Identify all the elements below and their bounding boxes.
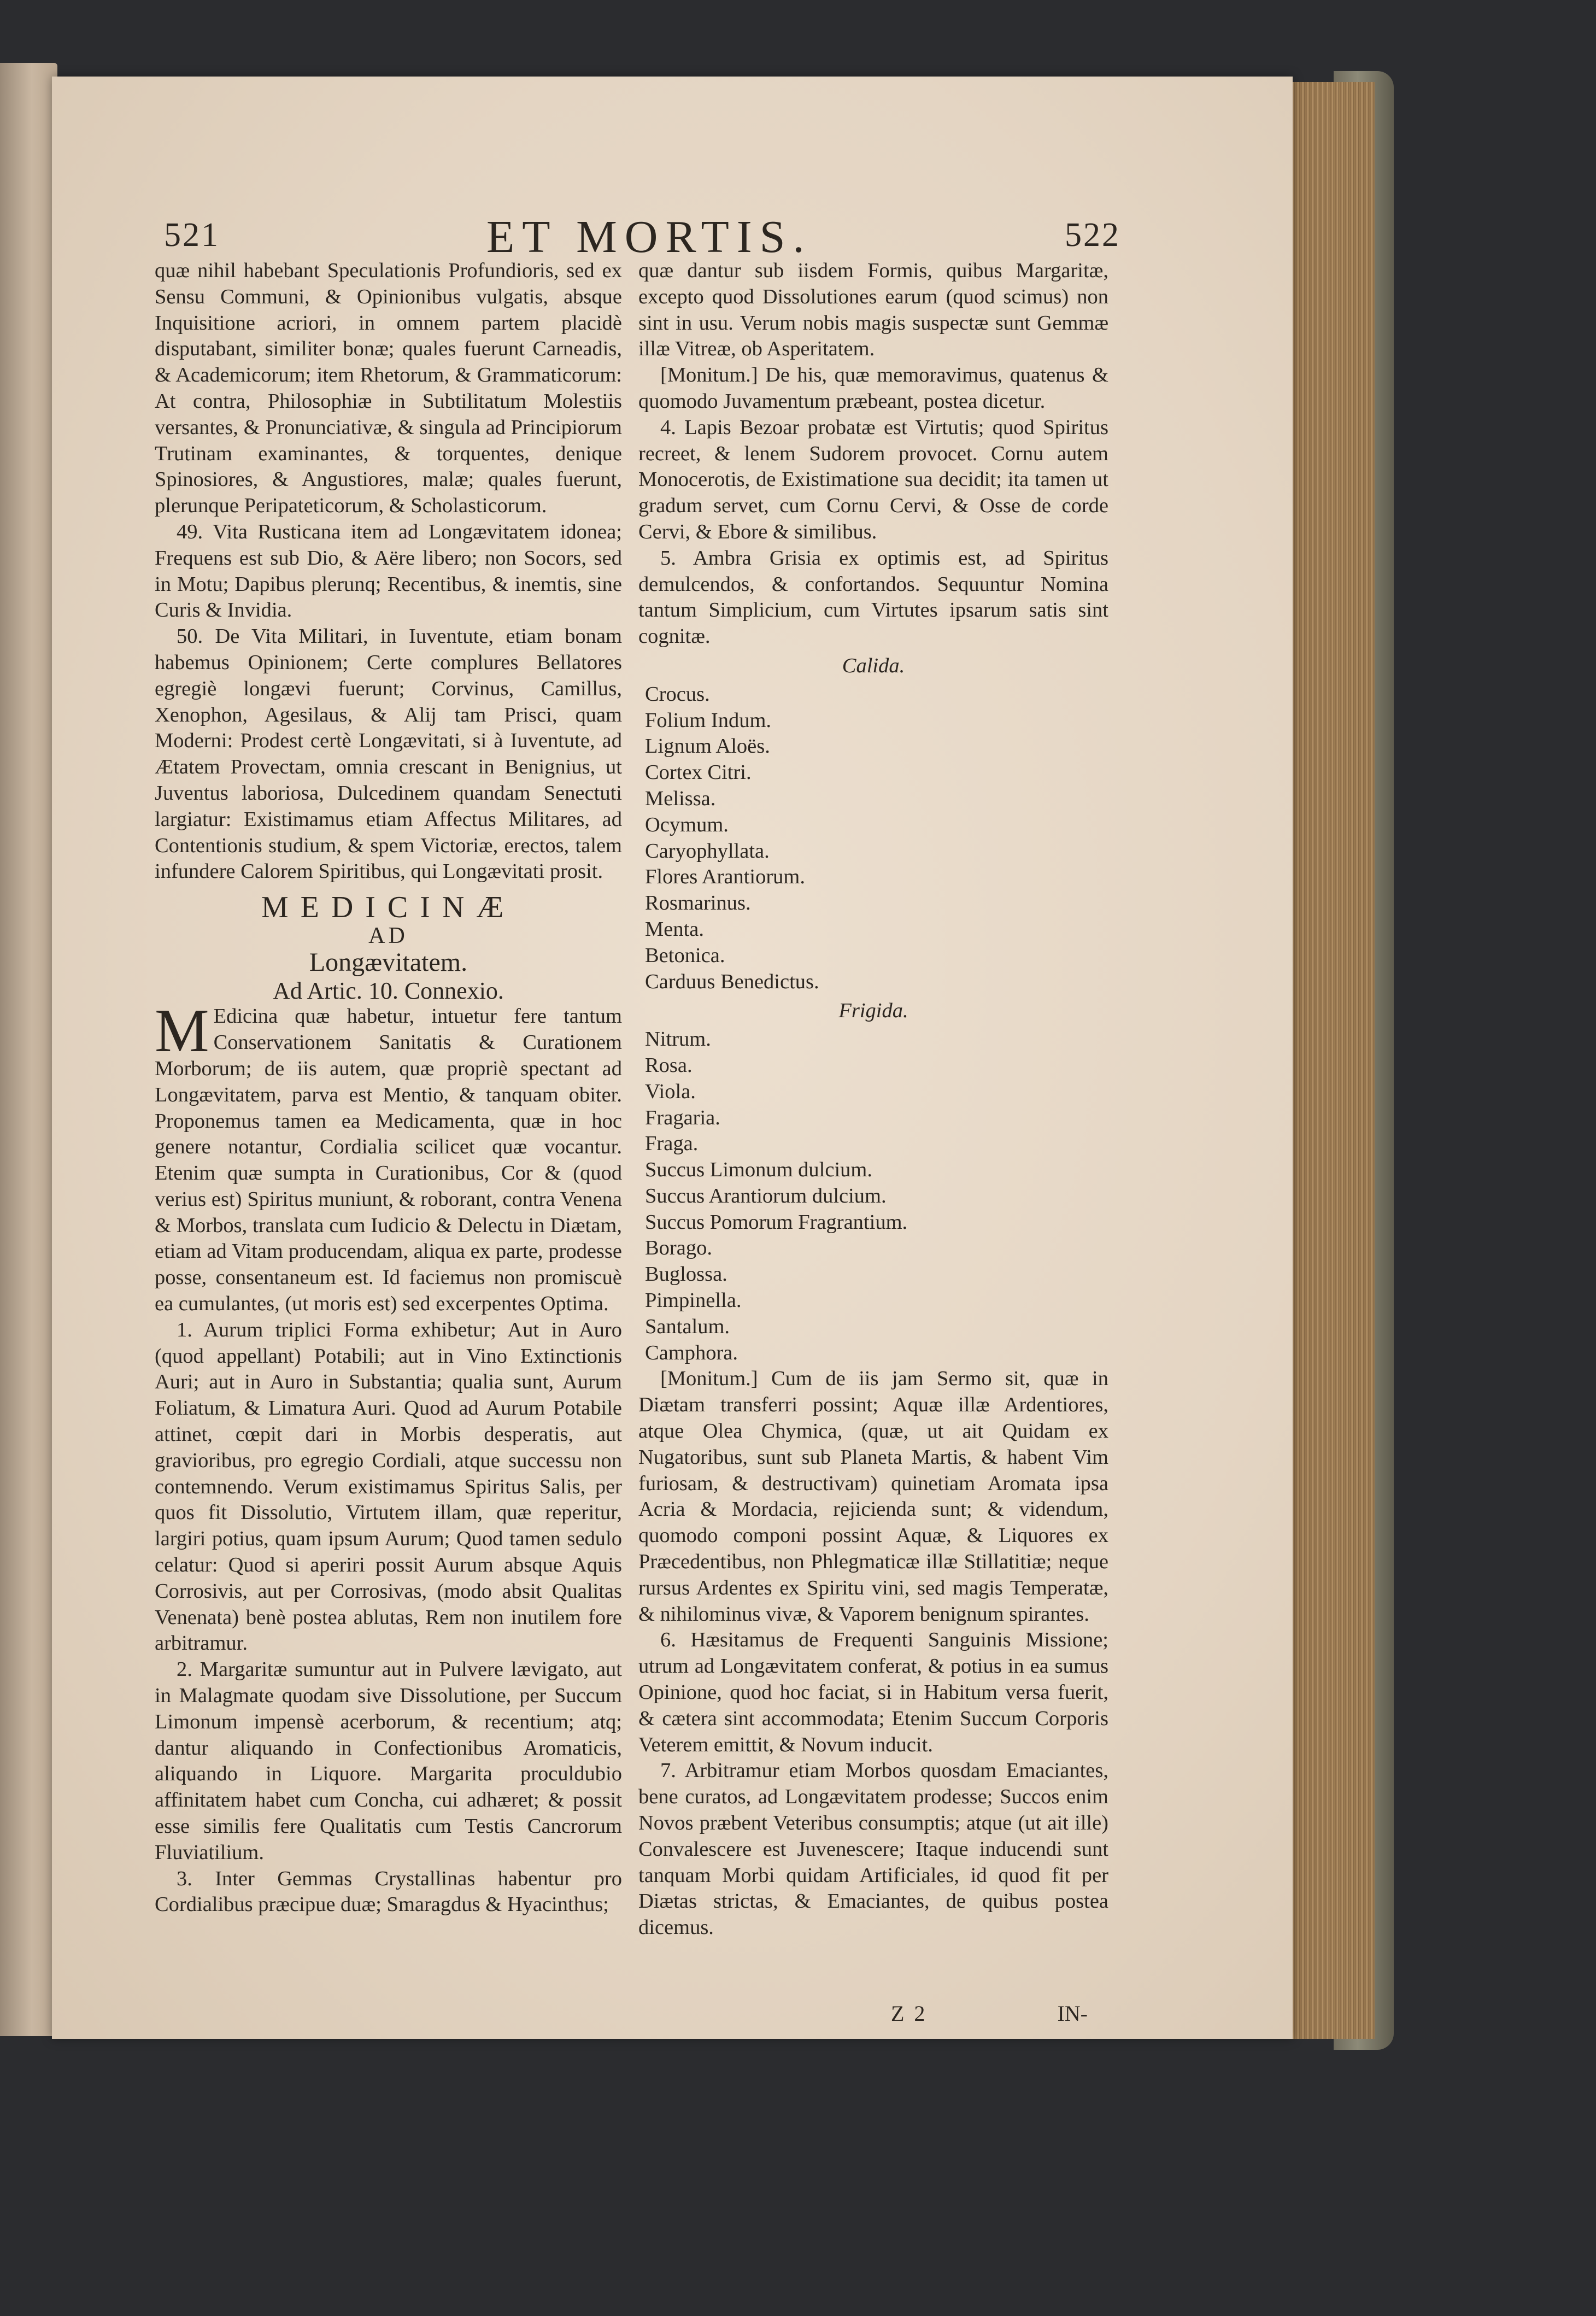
list-item: Viola. [645, 1080, 696, 1103]
section-title: MEDICINÆ [261, 890, 516, 925]
list-item: Rosa. [645, 1053, 693, 1077]
list-item: Flores Arantiorum. [645, 865, 805, 889]
list-item: Crocus. [645, 682, 710, 706]
list-item: Fraga. [645, 1132, 699, 1156]
list-item: Pimpinella. [645, 1289, 742, 1312]
facing-page-edge [0, 63, 57, 2036]
calida-heading: Calida. [842, 654, 905, 677]
paragraph-monitum-1: [Monitum.] De his, quæ memoravimus, quatenus & quomodo Juvamentum præbeant, postea dicetur. [638, 363, 1108, 413]
section-ad: AD [368, 923, 408, 948]
paragraph-6: 6. Hæsitamus de Frequenti Sanguinis Missione; utrum ad Longævitatem conferat, & potius in ea sumus Opinione, quod hoc faciat, si in Habitum versa fuerit, & cætera sint accommodata; Etenim Succum Corporis Veterem emittit, & Novum inducit. [638, 1628, 1108, 1756]
paragraph-2: 2. Margaritæ sumuntur aut in Pulvere lævigato, aut in Malagmate quodam sive Dissolutione, per Succum Limonum impensè acerborum, & recentium; atq; dantur aliquando in Confectionibus Aromaticis, aliquando in Liquore. Margarita proculdubio affinitatem habet cum Concha, cui adhæret; & possit esse similis fere Qualitatis cum Testis Cancrorum Fluviatilium. [155, 1658, 622, 1864]
paragraph-continued: quæ dantur sub iisdem Formis, quibus Margaritæ, excepto quod Dissolutiones earum (quod scimus) non sint in usu. Verum nobis magis suspectæ sunt Gemmæ illæ Vitreæ, ob Asperitatem. [638, 259, 1108, 361]
list-item: Succus Arantiorum dulcium. [645, 1184, 887, 1207]
paragraph-medicina [155, 997, 622, 1317]
list-item: Fragaria. [645, 1106, 720, 1129]
calida-list [638, 682, 1108, 995]
paragraph-4: 4. Lapis Bezoar probatæ est Virtutis; quod Spiritus recreet, & lenem Sudorem provocet. Cornu autem Monocerotis, de Existimatione sua decidit; ita tamen ut gradum servet, cum Cornu Cervi, & Osse de corde Cervi, & Ebore & similibus. [638, 415, 1108, 543]
list-item: Buglossa. [645, 1263, 727, 1286]
paragraph-49: 49. Vita Rusticana item ad Longævitatem idonea; Frequens est sub Dio, & Aëre libero; non Socors, sed in Motu; Dapibus plerunq; Recentibus, & inemtis, sine Curis & Invidia. [155, 520, 622, 622]
section-longaevitatem: Longævitatem. [309, 947, 468, 977]
list-item: Cortex Citri. [645, 761, 752, 784]
page-fore-edge [1290, 82, 1375, 2039]
paragraph-3: 3. Inter Gemmas Crystallinas habentur pro Cordialibus præcipue duæ; Smaragdus & Hyacinthus; [155, 1867, 622, 1916]
list-item: Succus Pomorum Fragrantium. [645, 1210, 908, 1234]
list-item: Folium Indum. [645, 708, 772, 732]
list-item: Nitrum. [645, 1028, 711, 1051]
list-item: Succus Limonum dulcium. [645, 1158, 872, 1182]
paragraph-intro: quæ nihil habebant Speculationis Profundioris, sed ex Sensu Communi, & Opinionibus vulgatis, absque Inquisitione acriori, in omnem partem placidè disputabant, similiter bonæ; quales fuerunt Carneadis, & Academicorum; item Rhetorum, & Grammaticorum: At contra, Philosophiæ in Subtilitatum Molestiis versantes, & Pronunciativæ, & singula ad Principiorum Trutinam examinantes, & torquentes, denique Spinosiores, & Angustiores, malæ; quales fuerunt, plerunque Peripateticorum, & Scholasticorum. [155, 259, 622, 518]
right-column [638, 258, 1108, 1941]
list-item: Santalum. [645, 1315, 730, 1338]
paragraph-50: 50. De Vita Militari, in Iuventute, etiam bonam habemus Opinionem; Certe complures Bellatores egregiè longævi fuerunt; Corvinus, Camillus, Xenophon, Agesilaus, & Alij tam Prisci, quam Moderni: Prodest certè Longævitati, si à Iuventute, ad Ætatem Provectam, omnia crescant in Benignius, ut Juventus laboriosa, Dulcedinem quandam Senectuti largiatur: Existimamus etiam Affectus Militares, ad Contentionis studium, & spem Victoriæ, erectos, talem infundere Calorem Spiritibus, qui Longævitati prosit. [155, 625, 622, 883]
paragraph-5: 5. Ambra Grisia ex optimis est, ad Spiritus demulcendos, & confortandos. Sequuntur Nomina tantum Simplicium, cum Virtutes ipsarum satis sint cognitæ. [638, 546, 1108, 648]
running-title: ET MORTIS. [486, 212, 812, 262]
list-item: Ocymum. [645, 813, 729, 836]
list-item: Borago. [645, 1236, 712, 1260]
list-item: Lignum Aloës. [645, 735, 770, 758]
connexio-heading: Ad Artic. 10. Connexio. [273, 977, 504, 1004]
list-item: Caryophyllata. [645, 839, 770, 863]
frigida-heading: Frigida. [838, 999, 908, 1023]
list-item: Camphora. [645, 1341, 738, 1364]
frigida-list [638, 1027, 1108, 1366]
signature-mark: Z 2 [891, 2001, 928, 2026]
list-item: Rosmarinus. [645, 892, 751, 915]
paragraph-monitum-2: [Monitum.] Cum de iis jam Sermo sit, quæ in Diætam transferri possint; Aquæ illæ Ardentiores, atque Olea Chymica, (quæ, ut ait Quidam ex Nugatoribus, sunt sub Planeta Martis, & habent Vim furiosam, & destructivam) quinetiam Aromata ipsa Acria & Mordacia, rejicienda sunt; & videndum, quomodo componi possint Aquæ, & Liquores ex Præcedentibus, non Phlegmaticæ illæ Stillatitiæ; neque rursus Ardentes ex Spiritu vini, sed magis Temperatæ, & nihilominus vivæ, & Vaporem benignum spirantes. [638, 1367, 1108, 1626]
drop-cap: M [155, 997, 209, 1065]
page-number-right: 522 [1065, 216, 1120, 254]
list-item: Carduus Benedictus. [645, 970, 819, 993]
catchword: IN- [1057, 2001, 1088, 2026]
paragraph-1: 1. Aurum triplici Forma exhibetur; Aut in Auro (quod appellant) Potabili; aut in Vino Extinctionis Auri; aut in Auro in Substantia; qualia sunt, Aurum Foliatum, & Limatura Auri. Quod ad Aurum Potabile attinet, cœpit dari in Morbis desperatis, aut gravioribus, pro egregio Cordiali, atque successu non contemnendo. Verum existimamus Spiritus Salis, per quos fit Dissolutio, Virtutem illam, quæ reperitur, largiri potius, quam ipsum Aurum; Quod tamen sedulo celatur: Quod si aperiri possit Aurum absque Aquis Corrosivis, aut per Corrosivas, (modo absit Qualitas Venenata) benè postea ablutas, Rem non inutilem fore arbitramur. [155, 1318, 622, 1655]
paragraph-7: 7. Arbitramur etiam Morbos quosdam Emaciantes, bene curatos, ad Longævitatem prodesse; Succos enim Novos præbent Veteribus consumptis; atque (ut ait ille) Convalescere est Juvenescere; Itaque inducendi sunt tanquam Morbi quidam Artificiales, id quod fit per Diætas strictas, & Emaciantes, de quibus postea dicemus. [638, 1759, 1108, 1939]
list-item: Melissa. [645, 787, 716, 810]
list-item: Menta. [645, 917, 704, 941]
page-number-left: 521 [164, 216, 220, 254]
list-item: Betonica. [645, 943, 725, 967]
paragraph-medicina-text: Edicina quæ habetur, intuetur fere tantum Conservationem Sanitatis & Curationem Morborum; de iis autem, quæ propriè spectant ad Longævitatem, parva est Mentio, & tanquam obiter. Proponemus tamen ea Medicamenta, quæ in hoc genere notantur, Cordialia scilicet quæ vocantur. Etenim quæ sumpta in Curationibus, Cor & (quod verius est) Spiritus muniunt, & roborant, contra Venena & Morbos, translata cum Iudicio & Delectu in Diætam, etiam ad Vitam producendam, aliqua ex parte, prodesse posse, consentaneum est. Id faciemus non promiscuè ea cumulantes, (ut moris est) sed excerpentes Optima. [155, 1005, 622, 1316]
left-column [155, 258, 622, 1918]
